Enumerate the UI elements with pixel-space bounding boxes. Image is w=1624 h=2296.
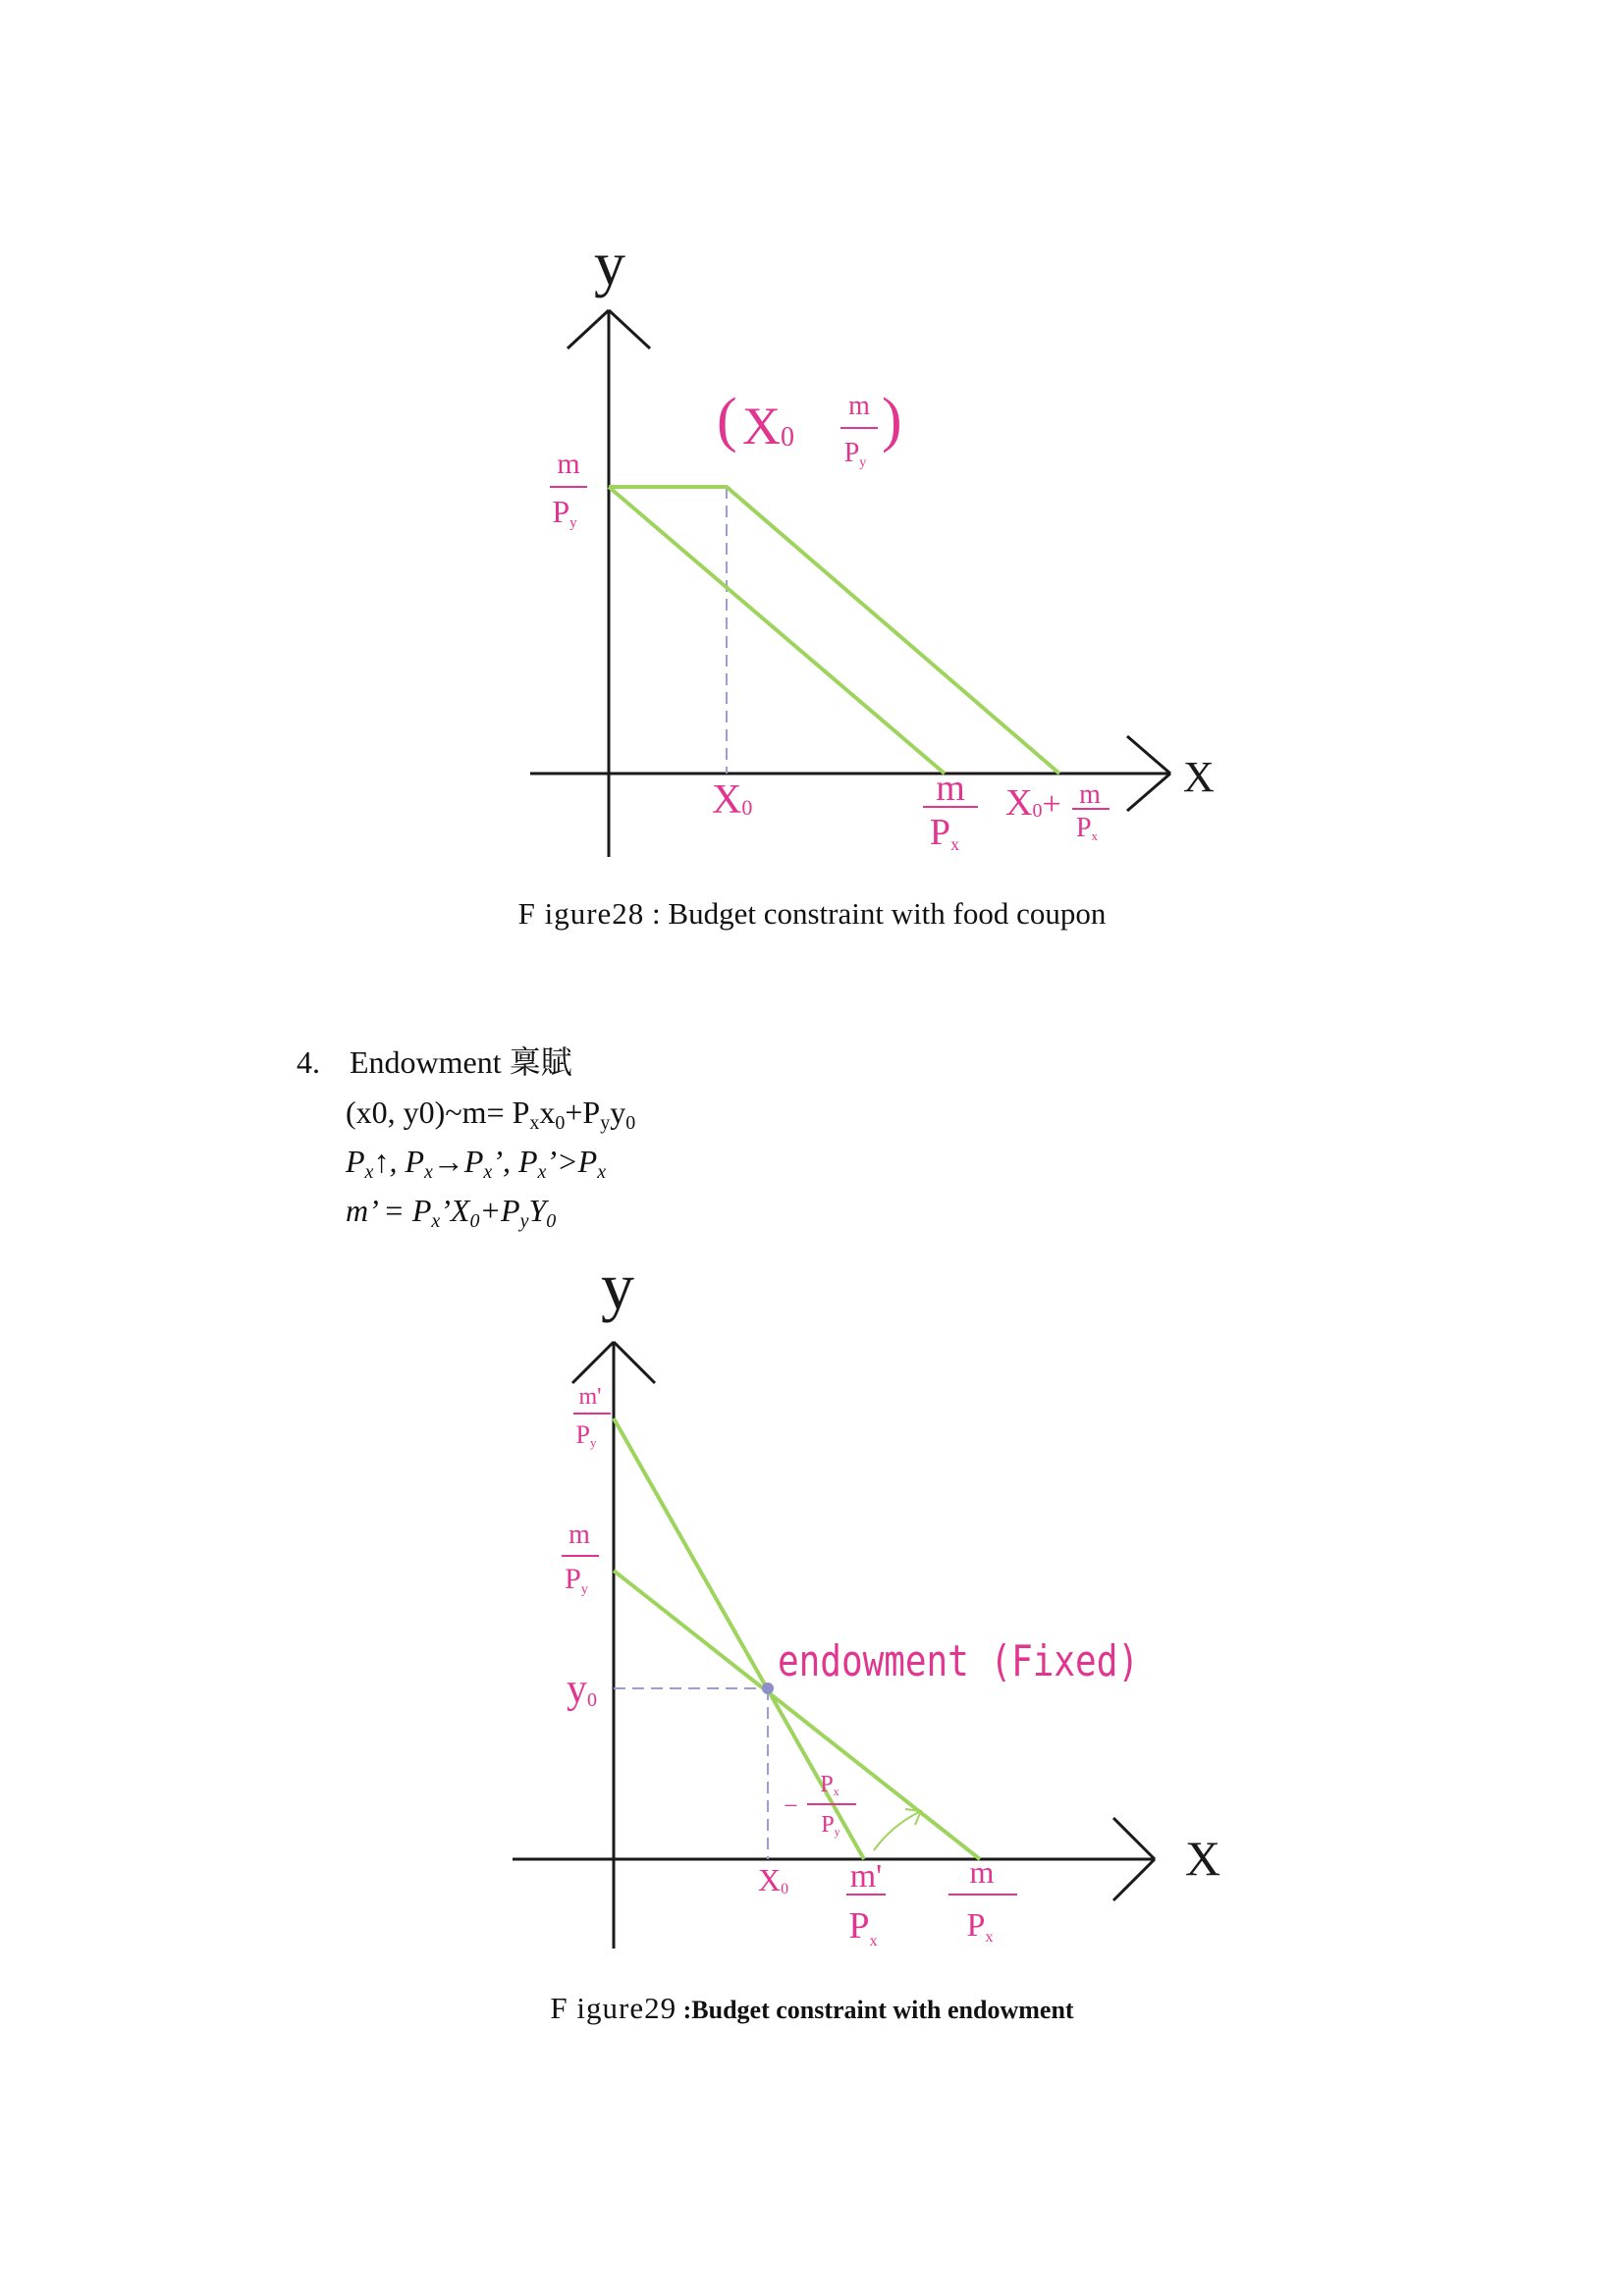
f29-mpx-den: Px [966, 1907, 994, 1946]
figure28-diagram [0, 0, 1624, 883]
f28-y-arrow-right [609, 310, 650, 348]
figure29-caption-lead: F igure29 [550, 1991, 677, 2025]
f29-slope-num: Px [820, 1772, 839, 1798]
f29-mpx-num: m [969, 1854, 995, 1890]
f29-slope-den: Py [821, 1812, 840, 1839]
f28-y-den: Py [552, 494, 577, 531]
f29-rotation-arrow [874, 1812, 919, 1850]
f29-slope-minus: − [784, 1791, 798, 1820]
section4-heading [297, 1042, 572, 1082]
f29-endowment-point [762, 1682, 774, 1694]
section4-number: 4. [297, 1044, 320, 1080]
figure28-caption [0, 894, 1624, 934]
f28-shift-x: X0+ [1005, 782, 1061, 824]
f29-m-den: Py [565, 1563, 588, 1597]
f28-mpx-den: Px [929, 812, 960, 854]
f28-y-intercept-label [550, 448, 587, 531]
figure29-diagram [0, 1237, 1624, 1973]
f29-x0-label: X0 [758, 1862, 789, 1897]
f29-mprime-over-py-label [573, 1384, 611, 1450]
section4-eq2: $P_x↑$, $P_x\to P_x$’, $P_x’>P_x$ [346, 1144, 607, 1183]
f29-y-arrow-left [572, 1342, 614, 1383]
f29-mprime-num: m' [578, 1384, 602, 1410]
f29-x-arrow-upper [1113, 1818, 1155, 1859]
f28-y-arrow-left [568, 310, 609, 348]
f29-mprime-den: Py [575, 1420, 597, 1450]
f28-x-arrow-lower [1127, 774, 1170, 811]
f29-mprime-over-px-label [846, 1858, 886, 1949]
f28-kink-close: ) [882, 387, 902, 454]
f28-m-over-px-label [923, 768, 978, 854]
f29-y-axis-label: y [601, 1249, 634, 1323]
f28-shift-num: m [1079, 779, 1101, 810]
f28-x-axis-label: X [1183, 753, 1215, 801]
f29-x-arrow-lower [1113, 1859, 1155, 1900]
f28-mpx-num: m [936, 768, 965, 809]
f29-m-over-py-label [562, 1520, 599, 1597]
f29-m-num: m [568, 1520, 590, 1550]
f28-y-num: m [557, 448, 580, 480]
f29-m-over-px-label [948, 1854, 1017, 1946]
f29-x-axis-label: X [1185, 1831, 1221, 1886]
f28-kink-num: m [848, 391, 870, 421]
f28-y-axis-label: y [594, 229, 625, 298]
figure29-caption [0, 1989, 1624, 2030]
f28-shift-den: Px [1075, 813, 1099, 843]
f28-kink-open: ( [717, 387, 737, 454]
section4-title: Endowment 稟賦 [350, 1044, 572, 1080]
section4-eq3: m’ = $P_x’X_0+P_yY_0$ [346, 1193, 557, 1232]
f28-shifted-intercept-label [1005, 779, 1110, 843]
f29-mprimepx-num: m' [849, 1858, 883, 1895]
f28-x-arrow-upper [1127, 736, 1170, 774]
f29-y-arrow-right [614, 1342, 655, 1383]
figure28-caption-tail: : Budget constraint with food coupon [644, 896, 1107, 931]
f29-mprimepx-den: $P_x$ [848, 1905, 878, 1949]
f28-x0-label: X0 [712, 777, 753, 823]
f29-rotation-arrowhead [905, 1809, 921, 1825]
f28-kink-den: Py [843, 438, 867, 470]
f29-y0-label: y0 [567, 1667, 597, 1712]
section4-eq1: (x0, y0)~m= $P_xx_0+P_yy_0$ [346, 1095, 636, 1134]
f28-kink-label [717, 387, 902, 470]
f29-endowment-label: endowment (Fixed) [778, 1636, 1139, 1686]
figure28-caption-lead: F igure28 [517, 896, 645, 931]
f28-budget-line-coupon [609, 487, 1059, 774]
figure29-caption-tail: :Budget constraint with endowment [677, 1996, 1074, 2024]
f28-kink-x: X0 [742, 397, 794, 455]
